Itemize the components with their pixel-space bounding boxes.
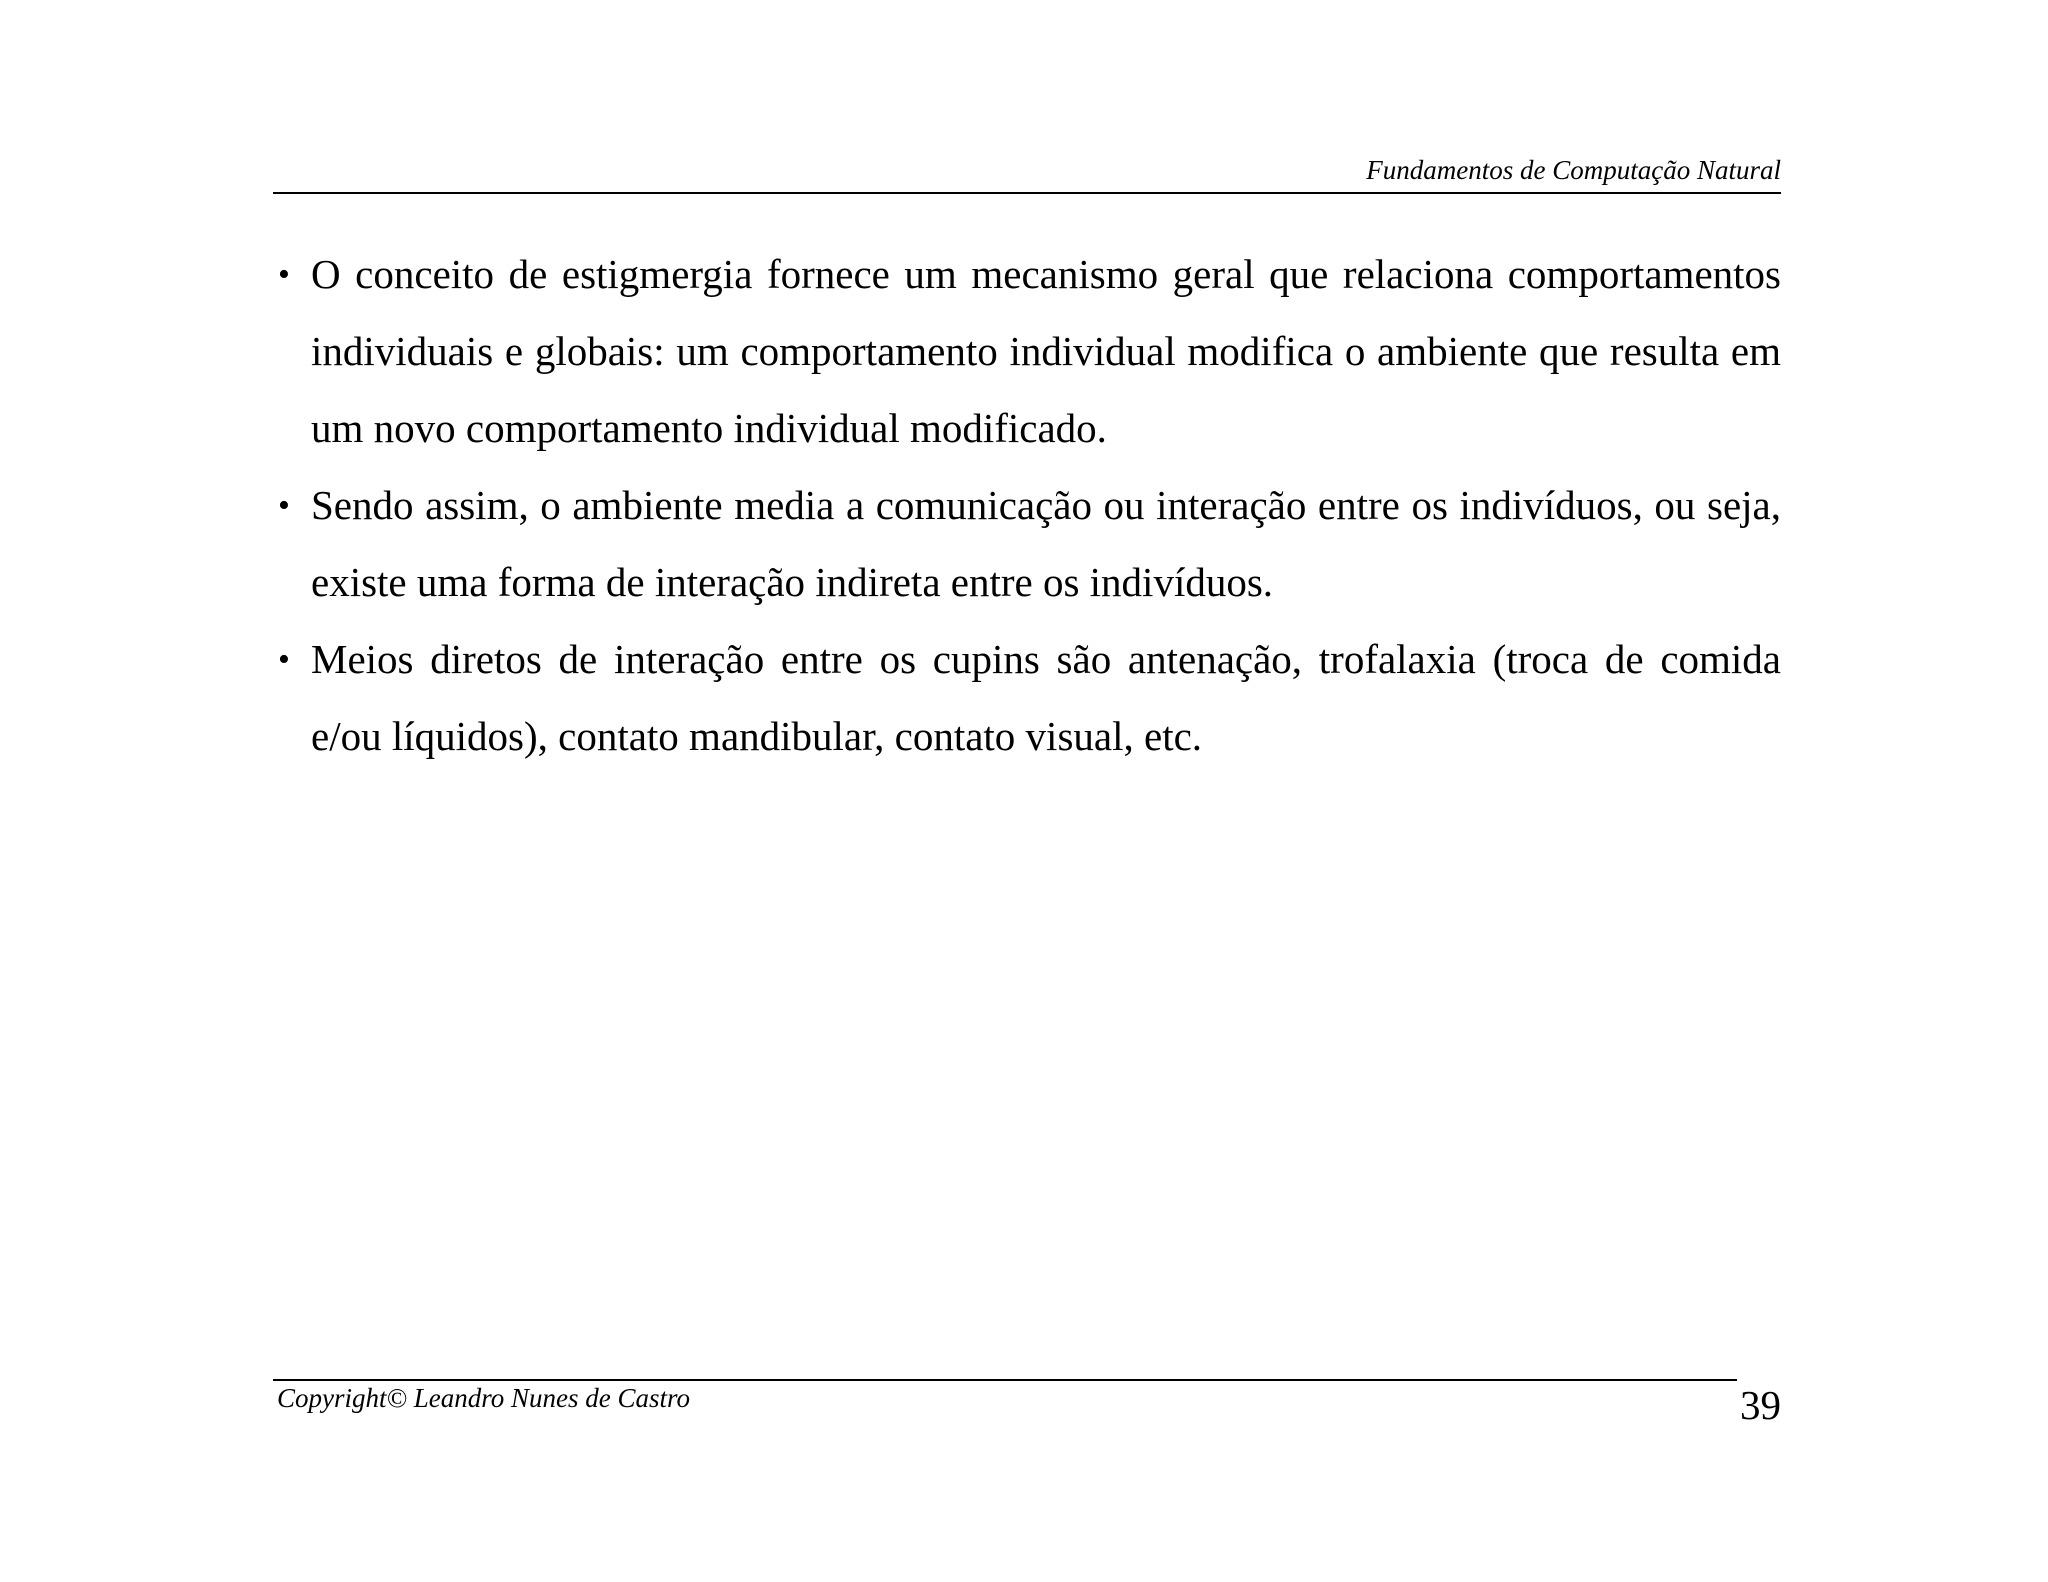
header-title: Fundamentos de Computação Natural (1366, 155, 1781, 185)
bullet-icon: • (278, 256, 290, 293)
page-number: 39 (1740, 1382, 1781, 1428)
bullet-text: O conceito de estigmergia fornece um mecanismo geral que relaciona comportamentos individuais e globais: um comportamento individual modifica o ambiente que resulta em um novo comportamento individual modificado. (311, 251, 1781, 451)
bullet-text: Sendo assim, o ambiente media a comunicação ou interação entre os indivíduos, ou seja, existe uma forma de interação indireta entre os indivíduos. (311, 482, 1781, 605)
bullet-item (273, 621, 1781, 775)
bullet-icon: • (278, 641, 290, 678)
bullet-icon: • (278, 487, 290, 524)
bullet-item (273, 467, 1781, 621)
page-footer (273, 1379, 1781, 1439)
bullet-text: Meios diretos de interação entre os cupins são antenação, trofalaxia (troca de comida e/ou líquidos), contato mandibular, contato visual, etc. (311, 636, 1781, 759)
page-header (273, 150, 1781, 194)
bullet-list (273, 236, 1781, 775)
bullet-item (273, 236, 1781, 467)
footer-divider (273, 1379, 1737, 1381)
footer-copyright: Copyright© Leandro Nunes de Castro (277, 1383, 691, 1413)
